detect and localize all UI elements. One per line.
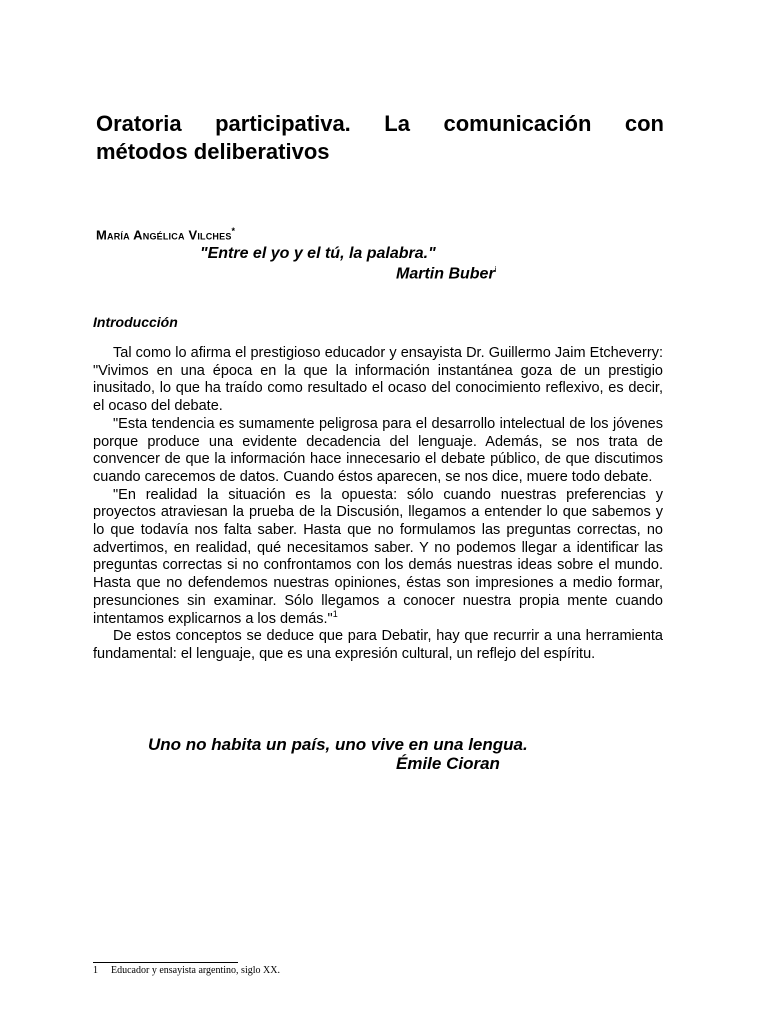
- paragraph: [93, 416, 663, 487]
- paragraph: [93, 628, 663, 663]
- paragraph-text: Tal como lo afirma el prestigioso educador y ensayista Dr. Guillermo Jaim Etcheverry: "Vivimos en una época en la que la información instantánea goza de un prestigio inusitado, lo que ha traído como resultado el ocaso del conocimiento reflexivo, es decir, el ocaso del debate.: [93, 345, 663, 415]
- footnote-number: 1: [93, 965, 98, 976]
- footnote-reference[interactable]: 1: [332, 608, 338, 619]
- document-title: [96, 110, 664, 166]
- epigraph-author: [396, 265, 496, 283]
- title-line-1: Oratoria participativa. La comunicación con: [96, 111, 664, 136]
- epigraph-author-mark: i: [494, 265, 497, 274]
- body-text: [93, 345, 663, 664]
- epigraph-author-name: Martin Buber: [396, 265, 495, 283]
- author-name-text: María Angélica Vilches: [96, 227, 232, 243]
- author-name: [96, 226, 235, 242]
- paragraph: [93, 345, 663, 416]
- paragraph-text: De estos conceptos se deduce que para Debatir, hay que recurrir a una herramienta fundamental: el lenguaje, que es una expresión cultural, un reflejo del espíritu.: [93, 628, 663, 662]
- paragraph: [93, 487, 663, 629]
- title-line-2: métodos deliberativos: [96, 139, 330, 164]
- closing-quote: Uno no habita un país, uno vive en una lengua.: [148, 735, 528, 754]
- paragraph-text: "Esta tendencia es sumamente peligrosa para el desarrollo intelectual de los jóvenes porque produce una evidente decadencia del lenguaje. Además, se nos trata de convencer de que la información hace innecesario el debate público, de que discutimos cuando carecemos de datos. Cuando éstos aparecen, se nos dice, muere todo debate.: [93, 415, 663, 485]
- paragraph-text: "En realidad la situación es la opuesta: sólo cuando nuestras preferencias y proyectos atraviesan la prueba de la Discusión, llegamos a entender lo que sabemos y lo que todavía nos falta saber. Hasta que no formulamos las preguntas correctas, no advertimos, en realidad, qué necesitamos saber. Y no podemos llegar a identificar las preguntas correctas si no confrontamos con los demás nuestras ideas sobre el mundo. Hasta que no defendemos nuestras opiniones, éstas son impresiones a medio formar, presunciones sin examinar. Sólo llegamos a conocer nuestra propia mente cuando intentamos explicarnos a los demás.": [93, 486, 663, 627]
- closing-quote-author: Émile Cioran: [396, 754, 500, 773]
- author-note-mark: *: [231, 226, 236, 236]
- epigraph-quote: "Entre el yo y el tú, la palabra.": [200, 245, 436, 262]
- footnote-divider: [93, 962, 238, 963]
- footnote: [93, 965, 280, 976]
- footnote-text: Educador y ensayista argentino, siglo XX.: [111, 965, 280, 976]
- section-heading: Introducción: [93, 314, 178, 330]
